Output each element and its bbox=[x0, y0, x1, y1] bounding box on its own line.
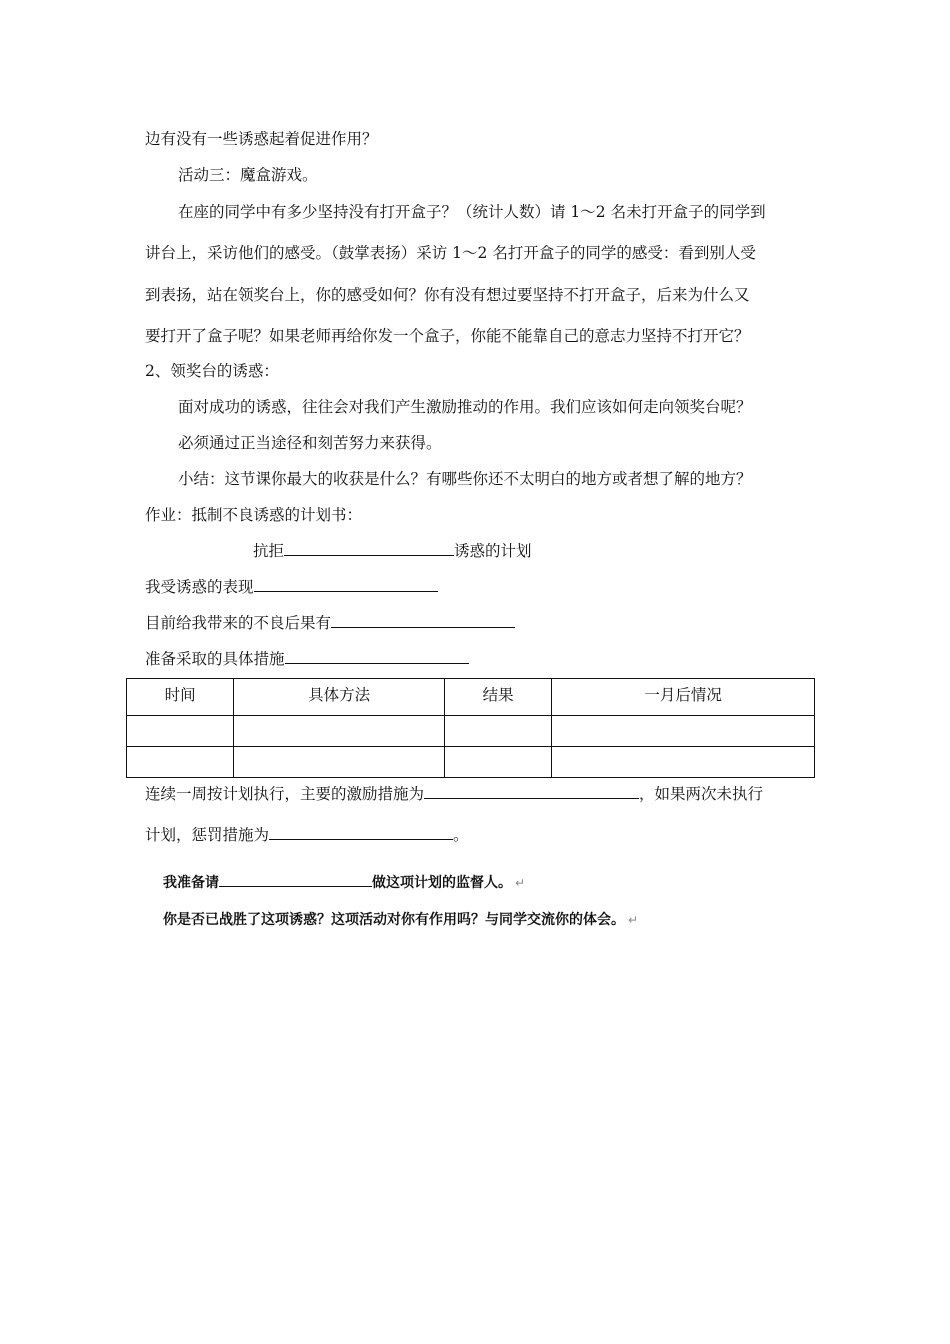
question-consequences bbox=[145, 611, 515, 633]
supervisor-blank[interactable] bbox=[219, 874, 372, 887]
section-heading-podium: 2、领奖台的诱惑： bbox=[145, 362, 279, 380]
reflection-line bbox=[163, 909, 638, 929]
followup-line-1 bbox=[145, 782, 763, 804]
plan-title bbox=[253, 539, 532, 561]
header-time: 时间 bbox=[127, 679, 234, 716]
incentive-tail: ，如果两次未执行 bbox=[639, 785, 764, 803]
paragraph-homework: 作业：抵制不良诱惑的计划书： bbox=[145, 506, 363, 524]
supervisor-prefix: 我准备请 bbox=[163, 875, 219, 891]
plan-title-prefix: 抗拒 bbox=[253, 542, 285, 560]
paragraph-effort: 必须通过正当途径和刻苦努力来获得。 bbox=[178, 434, 442, 452]
supervisor-line bbox=[163, 872, 525, 892]
table-cell[interactable] bbox=[127, 747, 234, 778]
reflection-text: 你是否已战胜了这项诱惑？这项活动对你有作用吗？与同学交流你的体会。 bbox=[163, 912, 625, 928]
measures-blank[interactable] bbox=[285, 649, 469, 664]
table-cell[interactable] bbox=[234, 716, 445, 747]
plan-table bbox=[126, 678, 815, 778]
temptation-blank[interactable] bbox=[284, 541, 454, 556]
paragraph-podium: 面对成功的诱惑，往往会对我们产生激励推动的作用。我们应该如何走向领奖台呢？ bbox=[178, 398, 752, 416]
header-method: 具体方法 bbox=[234, 679, 445, 716]
supervisor-suffix: 做这项计划的监督人。 bbox=[372, 875, 512, 891]
paragraph-1: 边有没有一些诱惑起着促进作用？ bbox=[145, 130, 378, 148]
table-cell[interactable] bbox=[552, 716, 815, 747]
plan-title-suffix: 诱惑的计划 bbox=[454, 542, 532, 560]
paragraph-activity-three: 活动三：魔盒游戏。 bbox=[178, 166, 318, 184]
incentive-label: 连续一周按计划执行，主要的激励措施为 bbox=[145, 785, 425, 803]
incentive-blank[interactable] bbox=[424, 784, 639, 799]
paragraph-mark-icon: ↵ bbox=[628, 913, 639, 927]
penalty-period: 。 bbox=[453, 826, 469, 844]
table-cell[interactable] bbox=[445, 716, 552, 747]
paragraph-magic-box-4: 要打开了盒子呢？如果老师再给你发一个盒子，你能不能靠自己的意志力坚持不打开它？ bbox=[145, 327, 750, 345]
table-header-row bbox=[127, 679, 815, 716]
paragraph-magic-box-1: 在座的同学中有多少坚持没有打开盒子？（统计人数）请 1～2 名未打开盒子的同学到 bbox=[178, 203, 766, 221]
table-cell[interactable] bbox=[234, 747, 445, 778]
header-month-later: 一月后情况 bbox=[552, 679, 815, 716]
table-cell[interactable] bbox=[127, 716, 234, 747]
penalty-label: 计划，惩罚措施为 bbox=[145, 826, 270, 844]
question-measures-label: 准备采取的具体措施 bbox=[145, 650, 285, 668]
table-row bbox=[127, 747, 815, 778]
question-symptoms-label: 我受诱惑的表现 bbox=[145, 578, 254, 596]
table-cell[interactable] bbox=[552, 747, 815, 778]
penalty-blank[interactable] bbox=[269, 825, 453, 840]
consequences-blank[interactable] bbox=[331, 613, 515, 628]
question-symptoms bbox=[145, 575, 438, 597]
paragraph-summary: 小结：这节课你最大的收获是什么？有哪些你还不太明白的地方或者想了解的地方？ bbox=[178, 470, 752, 488]
symptoms-blank[interactable] bbox=[254, 577, 438, 592]
paragraph-magic-box-2: 讲台上，采访他们的感受。（鼓掌表扬）采访 1～2 名打开盒子的同学的感受：看到别人受 bbox=[145, 244, 756, 262]
table-cell[interactable] bbox=[445, 747, 552, 778]
paragraph-mark-icon: ↵ bbox=[515, 876, 526, 890]
question-consequences-label: 目前给我带来的不良后果有 bbox=[145, 614, 332, 632]
paragraph-magic-box-3: 到表扬，站在领奖台上，你的感受如何？你有没有想过要坚持不打开盒子，后来为什么又 bbox=[145, 286, 750, 304]
header-result: 结果 bbox=[445, 679, 552, 716]
table-row bbox=[127, 716, 815, 747]
followup-line-2 bbox=[145, 823, 469, 845]
question-measures bbox=[145, 647, 469, 669]
